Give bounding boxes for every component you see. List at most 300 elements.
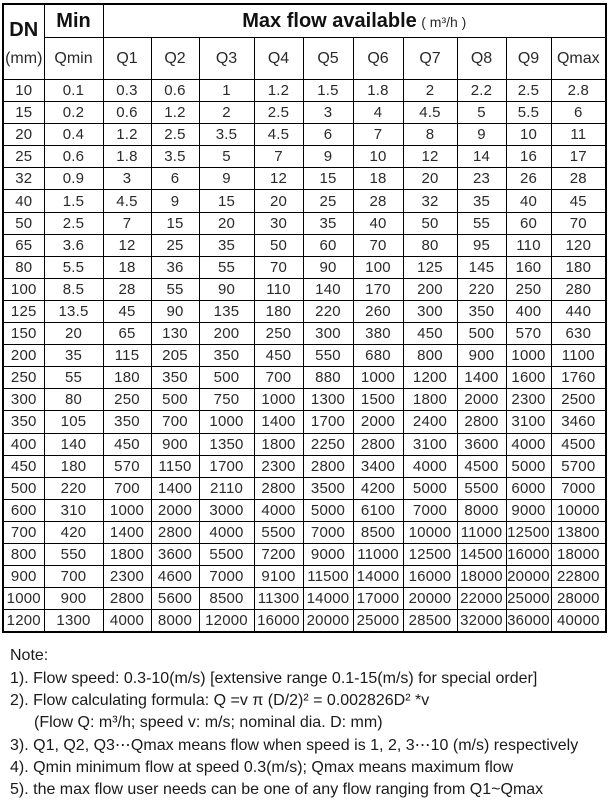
cell: 11000 — [353, 543, 403, 565]
cell: 4 — [353, 102, 403, 124]
cell: 900 — [44, 588, 103, 610]
cell: 4000 — [103, 610, 151, 633]
cell: 12 — [403, 146, 457, 168]
cell: 350 — [151, 367, 199, 389]
cell: 0.2 — [44, 102, 103, 124]
cell: 32 — [403, 190, 457, 212]
cell: 350 — [457, 300, 506, 322]
cell: 110 — [506, 234, 551, 256]
cell: 1.2 — [254, 80, 303, 102]
cell: 220 — [44, 477, 103, 499]
cell: 13.5 — [44, 300, 103, 322]
cell: 35 — [44, 345, 103, 367]
cell: 40 — [3, 190, 44, 212]
cell: 4.5 — [103, 190, 151, 212]
cell: 180 — [254, 300, 303, 322]
table-row — [3, 256, 606, 278]
cell: 12 — [103, 234, 151, 256]
cell: 17 — [551, 146, 606, 168]
cell: 10000 — [551, 499, 606, 521]
cell: 26 — [506, 168, 551, 190]
cell: 700 — [103, 477, 151, 499]
notes-title: Note: — [10, 647, 49, 665]
cell: 2.8 — [551, 80, 606, 102]
cell: 500 — [151, 389, 199, 411]
cell: 14000 — [303, 588, 353, 610]
cell: 4000 — [254, 499, 303, 521]
cell: 2400 — [403, 411, 457, 433]
cell: 1350 — [199, 433, 254, 455]
cell: 90 — [303, 256, 353, 278]
cell: 550 — [303, 345, 353, 367]
header-max-flow-unit: ( m³/h ) — [421, 13, 467, 30]
cell: 350 — [3, 411, 44, 433]
table-row — [3, 345, 606, 367]
cell: 300 — [303, 323, 353, 345]
cell: 16000 — [506, 543, 551, 565]
cell: 570 — [103, 455, 151, 477]
cell: 12500 — [506, 521, 551, 543]
cell: 4000 — [403, 455, 457, 477]
cell: 1400 — [151, 477, 199, 499]
cell: 5.5 — [506, 102, 551, 124]
cell: 7000 — [303, 521, 353, 543]
cell: 20 — [403, 168, 457, 190]
cell: 800 — [3, 543, 44, 565]
header-qmin: Qmin — [44, 38, 103, 80]
cell: 1200 — [403, 367, 457, 389]
cell: 180 — [103, 367, 151, 389]
cell: 220 — [303, 300, 353, 322]
cell: 65 — [3, 234, 44, 256]
cell: 45 — [103, 300, 151, 322]
cell: 2.5 — [151, 124, 199, 146]
cell: 1000 — [506, 345, 551, 367]
cell: 70 — [254, 256, 303, 278]
cell: 900 — [3, 566, 44, 588]
cell: 350 — [103, 411, 151, 433]
cell: 1100 — [551, 345, 606, 367]
cell: 3100 — [506, 411, 551, 433]
note-line: (Flow Q: m³/h; speed v: m/s; nominal dia. D: mm) — [34, 714, 383, 732]
cell: 200 — [199, 323, 254, 345]
cell: 32000 — [457, 610, 506, 633]
cell: 900 — [151, 433, 199, 455]
cell: 0.6 — [151, 80, 199, 102]
cell: 40 — [353, 212, 403, 234]
cell: 250 — [506, 278, 551, 300]
cell: 550 — [44, 543, 103, 565]
cell: 105 — [44, 411, 103, 433]
cell: 880 — [303, 367, 353, 389]
cell: 500 — [3, 477, 44, 499]
header-q8: Q8 — [457, 38, 506, 80]
cell: 2500 — [551, 389, 606, 411]
cell: 7 — [254, 146, 303, 168]
cell: 23 — [457, 168, 506, 190]
cell: 1300 — [303, 389, 353, 411]
cell: 1300 — [44, 610, 103, 633]
cell: 5000 — [303, 499, 353, 521]
table-row — [3, 566, 606, 588]
cell: 20 — [199, 212, 254, 234]
table-row — [3, 102, 606, 124]
cell: 4500 — [457, 455, 506, 477]
header-dn-label: DN — [9, 18, 39, 41]
cell: 260 — [353, 300, 403, 322]
cell: 120 — [551, 234, 606, 256]
cell: 70 — [353, 234, 403, 256]
cell: 2000 — [457, 389, 506, 411]
cell: 80 — [44, 389, 103, 411]
cell: 450 — [3, 455, 44, 477]
cell: 35 — [199, 234, 254, 256]
cell: 7 — [103, 212, 151, 234]
cell: 16 — [506, 146, 551, 168]
cell: 17000 — [353, 588, 403, 610]
cell: 0.6 — [103, 102, 151, 124]
cell: 12 — [254, 168, 303, 190]
cell: 22800 — [551, 566, 606, 588]
cell: 1600 — [506, 367, 551, 389]
cell: 36000 — [506, 610, 551, 633]
header-q7: Q7 — [403, 38, 457, 80]
cell: 65 — [103, 323, 151, 345]
cell: 5000 — [506, 455, 551, 477]
cell: 0.9 — [44, 168, 103, 190]
cell: 70 — [551, 212, 606, 234]
max-flow-table — [2, 3, 607, 633]
table-row — [3, 588, 606, 610]
cell: 5 — [457, 102, 506, 124]
cell: 25 — [151, 234, 199, 256]
cell: 160 — [506, 256, 551, 278]
cell: 9 — [303, 146, 353, 168]
cell: 1150 — [151, 455, 199, 477]
cell: 55 — [44, 367, 103, 389]
table-row — [3, 455, 606, 477]
header-min — [44, 4, 103, 38]
cell: 20 — [3, 124, 44, 146]
cell: 35 — [457, 190, 506, 212]
cell: 5500 — [457, 477, 506, 499]
cell: 680 — [353, 345, 403, 367]
cell: 630 — [551, 323, 606, 345]
header-q1: Q1 — [103, 38, 151, 80]
cell: 1.5 — [44, 190, 103, 212]
cell: 1400 — [254, 411, 303, 433]
header-min-label: Min — [56, 9, 91, 32]
cell: 4000 — [199, 521, 254, 543]
cell: 8000 — [151, 610, 199, 633]
cell: 8500 — [353, 521, 403, 543]
cell: 1400 — [103, 521, 151, 543]
cell: 450 — [103, 433, 151, 455]
cell: 12500 — [403, 543, 457, 565]
cell: 600 — [3, 499, 44, 521]
cell: 80 — [3, 256, 44, 278]
note-line: 3). Q1, Q2, Q3⋯Qmax means flow when speed is 1, 2, 3⋯10 (m/s) respectively — [10, 736, 579, 754]
cell: 420 — [44, 521, 103, 543]
cell: 1.2 — [151, 102, 199, 124]
cell: 5600 — [151, 588, 199, 610]
cell: 28000 — [551, 588, 606, 610]
cell: 35 — [303, 212, 353, 234]
cell: 3600 — [151, 543, 199, 565]
cell: 0.6 — [44, 146, 103, 168]
cell: 3.5 — [151, 146, 199, 168]
cell: 380 — [353, 323, 403, 345]
table-row — [3, 124, 606, 146]
cell: 4.5 — [254, 124, 303, 146]
cell: 4500 — [551, 433, 606, 455]
cell: 5700 — [551, 455, 606, 477]
cell: 2110 — [199, 477, 254, 499]
cell: 3600 — [457, 433, 506, 455]
cell: 4.5 — [403, 102, 457, 124]
cell: 36 — [151, 256, 199, 278]
cell: 16000 — [403, 566, 457, 588]
cell: 250 — [3, 367, 44, 389]
header-max-flow-title: Max flow available — [242, 9, 417, 32]
cell: 5 — [199, 146, 254, 168]
cell: 16000 — [254, 610, 303, 633]
cell: 2250 — [303, 433, 353, 455]
cell: 6 — [551, 102, 606, 124]
cell: 45 — [551, 190, 606, 212]
table-row — [3, 146, 606, 168]
cell: 1 — [199, 80, 254, 102]
cell: 7200 — [254, 543, 303, 565]
cell: 10000 — [403, 521, 457, 543]
cell: 3.5 — [199, 124, 254, 146]
cell: 250 — [103, 389, 151, 411]
cell: 3 — [103, 168, 151, 190]
cell: 8.5 — [44, 278, 103, 300]
cell: 200 — [403, 278, 457, 300]
header-qmax: Qmax — [551, 38, 606, 80]
cell: 2800 — [457, 411, 506, 433]
table-row — [3, 543, 606, 565]
cell: 500 — [457, 323, 506, 345]
table-header — [3, 4, 606, 80]
cell: 700 — [3, 521, 44, 543]
table-row — [3, 610, 606, 633]
cell: 2800 — [254, 477, 303, 499]
cell: 100 — [3, 278, 44, 300]
cell: 3.6 — [44, 234, 103, 256]
cell: 2.5 — [44, 212, 103, 234]
cell: 1200 — [3, 610, 44, 633]
cell: 15 — [3, 102, 44, 124]
cell: 2300 — [254, 455, 303, 477]
cell: 80 — [403, 234, 457, 256]
cell: 450 — [403, 323, 457, 345]
cell: 2.2 — [457, 80, 506, 102]
header-q4: Q4 — [254, 38, 303, 80]
cell: 7000 — [551, 477, 606, 499]
cell: 1000 — [3, 588, 44, 610]
cell: 1.5 — [303, 80, 353, 102]
cell: 55 — [151, 278, 199, 300]
cell: 3100 — [403, 433, 457, 455]
cell: 15 — [199, 190, 254, 212]
table-row — [3, 278, 606, 300]
cell: 9 — [199, 168, 254, 190]
cell: 9 — [151, 190, 199, 212]
table-row — [3, 367, 606, 389]
cell: 13800 — [551, 521, 606, 543]
cell: 50 — [254, 234, 303, 256]
cell: 2300 — [506, 389, 551, 411]
cell: 7 — [353, 124, 403, 146]
cell: 18 — [103, 256, 151, 278]
cell: 1.2 — [103, 124, 151, 146]
cell: 60 — [303, 234, 353, 256]
cell: 11500 — [303, 566, 353, 588]
cell: 3500 — [303, 477, 353, 499]
header-q3: Q3 — [199, 38, 254, 80]
cell: 28500 — [403, 610, 457, 633]
cell: 25 — [3, 146, 44, 168]
cell: 9000 — [303, 543, 353, 565]
cell: 4200 — [353, 477, 403, 499]
table-row — [3, 499, 606, 521]
cell: 20 — [44, 323, 103, 345]
cell: 140 — [44, 433, 103, 455]
cell: 8000 — [457, 499, 506, 521]
cell: 18000 — [551, 543, 606, 565]
cell: 20000 — [303, 610, 353, 633]
header-dn — [3, 4, 44, 80]
cell: 55 — [457, 212, 506, 234]
cell: 50 — [403, 212, 457, 234]
note-line: 5). the max flow user needs can be one of any flow ranging from Q1~Qmax — [10, 781, 544, 799]
cell: 1.8 — [353, 80, 403, 102]
cell: 135 — [199, 300, 254, 322]
cell: 50 — [3, 212, 44, 234]
cell: 6000 — [506, 477, 551, 499]
cell: 28 — [353, 190, 403, 212]
cell: 125 — [403, 256, 457, 278]
cell: 700 — [254, 367, 303, 389]
cell: 25000 — [353, 610, 403, 633]
cell: 200 — [3, 345, 44, 367]
cell: 0.1 — [44, 80, 103, 102]
cell: 22000 — [457, 588, 506, 610]
cell: 2800 — [151, 521, 199, 543]
notes-section — [2, 645, 609, 801]
cell: 5.5 — [44, 256, 103, 278]
cell: 6 — [303, 124, 353, 146]
cell: 0.4 — [44, 124, 103, 146]
cell: 18 — [353, 168, 403, 190]
cell: 20000 — [403, 588, 457, 610]
cell: 1700 — [303, 411, 353, 433]
cell: 1800 — [254, 433, 303, 455]
cell: 11300 — [254, 588, 303, 610]
cell: 800 — [403, 345, 457, 367]
cell: 140 — [303, 278, 353, 300]
cell: 2800 — [353, 433, 403, 455]
cell: 400 — [3, 433, 44, 455]
cell: 5500 — [199, 543, 254, 565]
cell: 14 — [457, 146, 506, 168]
cell: 18000 — [457, 566, 506, 588]
cell: 115 — [103, 345, 151, 367]
cell: 20 — [254, 190, 303, 212]
cell: 750 — [199, 389, 254, 411]
cell: 2800 — [303, 455, 353, 477]
cell: 5500 — [254, 521, 303, 543]
cell: 250 — [254, 323, 303, 345]
cell: 350 — [199, 345, 254, 367]
cell: 145 — [457, 256, 506, 278]
cell: 1800 — [403, 389, 457, 411]
cell: 3460 — [551, 411, 606, 433]
cell: 440 — [551, 300, 606, 322]
cell: 28 — [103, 278, 151, 300]
cell: 15 — [303, 168, 353, 190]
cell: 11000 — [457, 521, 506, 543]
cell: 28 — [551, 168, 606, 190]
cell: 180 — [551, 256, 606, 278]
cell: 125 — [3, 300, 44, 322]
note-line: 2). Flow calculating formula: Q =v π (D/2)² = 0.002826D² *v — [10, 691, 430, 709]
cell: 1800 — [103, 543, 151, 565]
cell: 700 — [151, 411, 199, 433]
table-row — [3, 477, 606, 499]
cell: 1000 — [103, 499, 151, 521]
cell: 1.8 — [103, 146, 151, 168]
cell: 2300 — [103, 566, 151, 588]
cell: 2.5 — [254, 102, 303, 124]
cell: 10 — [3, 80, 44, 102]
cell: 2800 — [103, 588, 151, 610]
cell: 100 — [353, 256, 403, 278]
cell: 3 — [303, 102, 353, 124]
cell: 170 — [353, 278, 403, 300]
cell: 10 — [353, 146, 403, 168]
cell: 7000 — [199, 566, 254, 588]
cell: 3400 — [353, 455, 403, 477]
cell: 55 — [199, 256, 254, 278]
cell: 220 — [457, 278, 506, 300]
table-body — [3, 80, 606, 633]
cell: 2000 — [353, 411, 403, 433]
cell: 90 — [199, 278, 254, 300]
cell: 2000 — [151, 499, 199, 521]
cell: 1700 — [199, 455, 254, 477]
table-row — [3, 521, 606, 543]
cell: 11 — [551, 124, 606, 146]
cell: 9100 — [254, 566, 303, 588]
cell: 9000 — [506, 499, 551, 521]
cell: 1000 — [199, 411, 254, 433]
cell: 4000 — [506, 433, 551, 455]
cell: 310 — [44, 499, 103, 521]
header-q9: Q9 — [506, 38, 551, 80]
notes-lines — [10, 668, 609, 802]
header-dn-unit: (mm) — [5, 49, 43, 67]
cell: 9 — [457, 124, 506, 146]
cell: 32 — [3, 168, 44, 190]
cell: 280 — [551, 278, 606, 300]
note-line: 4). Qmin minimum flow at speed 0.3(m/s); Qmax means maximum flow — [10, 758, 514, 776]
cell: 1000 — [254, 389, 303, 411]
table-row — [3, 389, 606, 411]
cell: 205 — [151, 345, 199, 367]
